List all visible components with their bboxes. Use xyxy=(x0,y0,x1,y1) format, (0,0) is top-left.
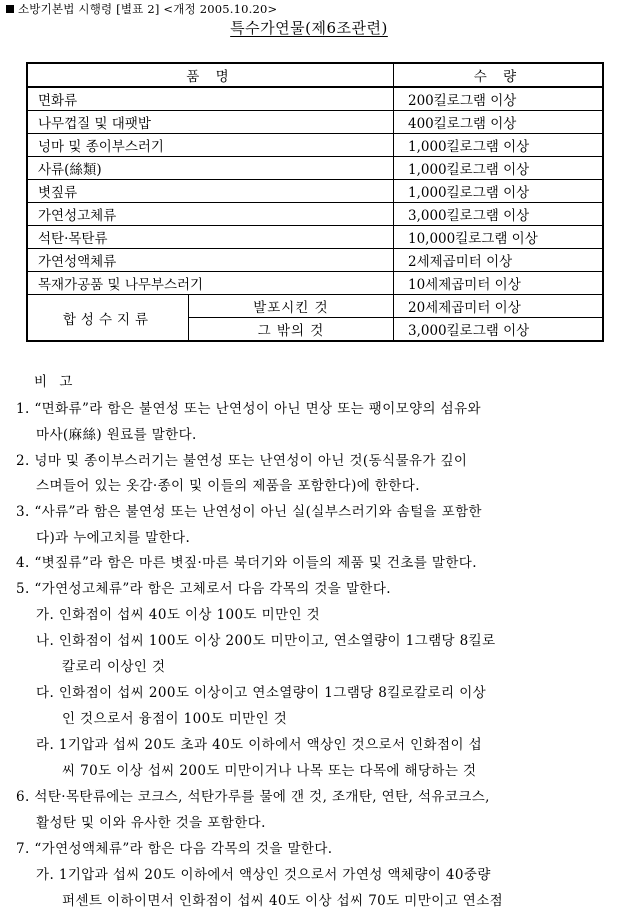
item-cell: 넝마 및 종이부스러기 xyxy=(27,134,393,157)
column-header-quantity: 수 량 xyxy=(393,63,603,87)
quantity-cell: 10세제곱미터 이상 xyxy=(393,272,603,295)
item-cell: 가연성고체류 xyxy=(27,203,393,226)
remark-line: 가. 1기압과 섭씨 20도 이하에서 액상인 것으로서 가연성 액체량이 40중량 xyxy=(36,867,491,883)
table-row xyxy=(27,180,603,203)
remark-line: 7. “가연성액체류”라 함은 다음 각목의 것을 말한다. xyxy=(16,841,333,857)
document-title xyxy=(0,17,618,38)
item-cell: 면화류 xyxy=(27,87,393,111)
quantity-cell: 3,000킬로그램 이상 xyxy=(393,318,603,342)
table-row xyxy=(27,295,603,318)
quantity-cell: 1,000킬로그램 이상 xyxy=(393,134,603,157)
remarks-heading: 비 고 xyxy=(34,374,77,390)
table-row xyxy=(27,134,603,157)
quantity-cell: 1,000킬로그램 이상 xyxy=(393,157,603,180)
quantity-cell: 1,000킬로그램 이상 xyxy=(393,180,603,203)
law-reference-text: 소방기본법 시행령 [별표 2] <개정 2005.10.20> xyxy=(18,2,278,16)
column-header-item: 품 명 xyxy=(27,63,393,87)
item-cell: 나무껍질 및 대팻밥 xyxy=(27,111,393,134)
item-cell: 사류(絲類) xyxy=(27,157,393,180)
remark-line: 인 것으로서 융점이 100도 미만인 것 xyxy=(62,711,288,727)
special-combustibles-table xyxy=(26,62,604,342)
item-cell: 볏짚류 xyxy=(27,180,393,203)
remark-line: 1. “면화류”라 함은 불연성 또는 난연성이 아닌 면상 또는 팽이모양의 섬유와 xyxy=(16,401,481,417)
quantity-cell: 10,000킬로그램 이상 xyxy=(393,226,603,249)
table-row xyxy=(27,272,603,295)
remark-line: 가. 인화점이 섭씨 40도 이상 100도 미만인 것 xyxy=(36,607,321,623)
table-row xyxy=(27,87,603,111)
remark-line: 다. 인화점이 섭씨 200도 이상이고 연소열량이 1그램당 8킬로칼로리 이상 xyxy=(36,685,487,701)
remark-line: 나. 인화점이 섭씨 100도 이상 200도 미만이고, 연소열량이 1그램당 8킬로 xyxy=(36,633,496,649)
remark-line: 2. 넝마 및 종이부스러기는 불연성 또는 난연성이 아닌 것(동식물유가 깊이 xyxy=(16,453,468,469)
item-cell: 목재가공품 및 나무부스러기 xyxy=(27,272,393,295)
quantity-cell: 3,000킬로그램 이상 xyxy=(393,203,603,226)
item-cell: 가연성액체류 xyxy=(27,249,393,272)
square-bullet-icon xyxy=(6,5,14,13)
table-row xyxy=(27,203,603,226)
document-title-text: 특수가연물(제6조관련) xyxy=(230,19,388,37)
table-row xyxy=(27,157,603,180)
remark-line: 씨 70도 이상 섭씨 200도 미만이거나 나목 또는 다목에 해당하는 것 xyxy=(62,763,477,779)
remark-line: 다)과 누에고치를 말한다. xyxy=(36,530,191,546)
remark-line: 마사(麻絲) 원료를 말한다. xyxy=(36,427,197,443)
remark-line: 6. 석탄·목탄류에는 코크스, 석탄가루를 물에 갠 것, 조개탄, 연탄, 석유코크스, xyxy=(16,789,490,805)
table-header-row xyxy=(27,63,603,87)
quantity-cell: 200킬로그램 이상 xyxy=(393,87,603,111)
group-cell-synthetic-resin: 합성수지류 xyxy=(27,295,188,342)
table-row xyxy=(27,111,603,134)
item-cell: 석탄·목탄류 xyxy=(27,226,393,249)
table-row xyxy=(27,226,603,249)
remark-line: 5. “가연성고체류”라 함은 고체로서 다음 각목의 것을 말한다. xyxy=(16,581,391,597)
remark-line: 라. 1기압과 섭씨 20도 초과 40도 이하에서 액상인 것으로서 인화점이 섭 xyxy=(36,737,483,753)
remark-line: 4. “볏짚류”라 함은 마른 볏짚·마른 북더기와 이들의 제품 및 건초를 말한다. xyxy=(16,555,477,571)
subitem-cell: 그 밖의 것 xyxy=(188,318,393,342)
law-reference xyxy=(6,1,277,17)
remark-line: 스며들어 있는 옷감·종이 및 이들의 제품을 포함한다)에 한한다. xyxy=(36,478,420,494)
subitem-cell: 발포시킨 것 xyxy=(188,295,393,318)
quantity-cell: 20세제곱미터 이상 xyxy=(393,295,603,318)
remark-line: 칼로리 이상인 것 xyxy=(62,659,166,675)
quantity-cell: 400킬로그램 이상 xyxy=(393,111,603,134)
remark-line: 3. “사류”라 함은 불연성 또는 난연성이 아닌 실(실부스러기와 솜털을 포함한 xyxy=(16,504,482,520)
quantity-cell: 2세제곱미터 이상 xyxy=(393,249,603,272)
table-row xyxy=(27,249,603,272)
remark-line: 퍼센트 이하이면서 인화점이 섭씨 40도 이상 섭씨 70도 미만이고 연소점 xyxy=(62,893,504,909)
remark-line: 활성탄 및 이와 유사한 것을 포함한다. xyxy=(36,815,266,831)
